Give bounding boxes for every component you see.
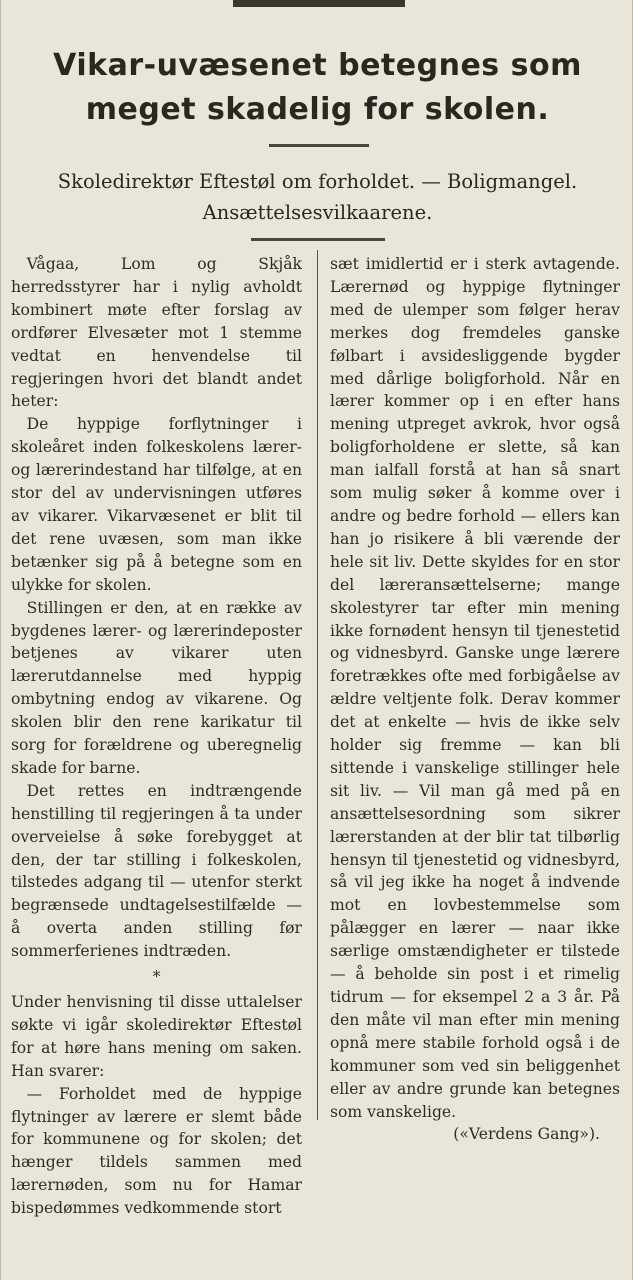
subheading — [11, 166, 624, 228]
paragraph: Stillingen er den, at en række av bygdenes lærer- og lærerindeposter betjenes av vikarer uten lærerutdannelse med hyppig ombytning endog av vikarene. Og skolen blir den rene karikatur til sorg for forældrene og uberegnelig skade for barne. — [11, 598, 302, 777]
subheading-line-2: Ansættelsesvilkaarene. — [202, 201, 433, 224]
right-column — [330, 253, 620, 1146]
subheading-line-1: Skoledirektør Eftestøl om forholdet. — Boligmangel. — [57, 170, 578, 193]
section-separator-asterisk: * — [152, 968, 161, 987]
headline-rule — [269, 144, 369, 147]
top-rule — [233, 0, 405, 7]
left-column — [11, 253, 302, 1220]
source-attribution: («Verdens Gang»). — [453, 1125, 600, 1144]
paragraph: Under henvisning til disse uttalelser søkte vi igår skoledirektør Eftestøl for at høre hans mening om saken. Han svarer: — [11, 993, 302, 1080]
column-divider — [317, 250, 318, 1120]
paragraph: Det rettes en indtrængende henstilling til regjeringen å ta under overveielse å søke forebygget at den, der tar stilling i folkeskolen, tilstedes adgang til — utenfor sterkt begrænsede undtagelsestilfælde — å overta anden stilling før sommerferienes indtræden. — [11, 781, 302, 961]
paragraph: — Forholdet med de hyppige flytninger av lærere er slemt både for kommunene og for skolen; det hænger tildels sammen med lærernøden, som nu for Hamar bispedømmes vedkommende stort — [11, 1084, 302, 1218]
paragraph: De hyppige forflytninger i skoleåret inden folkeskolens lærer- og lærerindestand har tilfølge, at en stor del av undervisningen utføres av vikarer. Vikarvæsenet er blit til det rene uvæsen, som man ikke betænker sig på å betegne som en ulykke for skolen. — [11, 415, 302, 594]
paragraph: Vågaa, Lom og Skjåk herredsstyrer har i nylig avholdt kombinert møte efter forslag av ordfører Elvesæter mot 1 stemme vedtat en henvendelse til regjeringen hvori det blandt andet heter: — [11, 255, 302, 411]
subheading-rule — [251, 238, 385, 241]
paragraph: sæt imidlertid er i sterk avtagende. Lærernød og hyppige flytninger med de ulemper som følger herav merkes dog fremdeles ganske følbart i avsidesliggende bygder med dårlige boligforhold. Når en lærer kommer op i en efter hans mening utpreget avkrok, hvor også boligforholdene er slette, så kan man ialfall forstå at han så snart som mulig søker å komme over i andre og bedre forhold — ellers kan han jo risikere å bli værende der hele sit liv. Dette skyldes for en stor del læreransættelserne; mange skolestyrer tar efter min mening ikke fornødent hensyn til tjenestetid og vidnesbyrd. Ganske unge lærere foretrækkes ofte med forbigåelse av ældre veltjente folk. Derav kommer det at enkelte — hvis de ikke selv holder sig fremme — kan bli sittende i vanskelige stillinger hele sit liv. — Vil man gå med på en ansættelsesordning som sikrer lærerstanden at der blir tat tilbørlig hensyn til tjenestetid og vidnesbyrd, så vil jeg ikke ha noget å indvende mot en lovbestemmelse som pålægger en lærer — naar ikke særlige omstændigheter er tilstede — å beholde sin post i et rimelig tidrum — for eksempel 2 a 3 år. På den måte vil man efter min mening opnå mere stabile forhold også i de kommuner som ved sin beliggenhet eller av andre grunde kan betegnes som vanskelige. — [330, 255, 620, 1121]
headline: Vikar-uvæsenet betegnes som meget skadelig for skolen. — [53, 48, 582, 127]
